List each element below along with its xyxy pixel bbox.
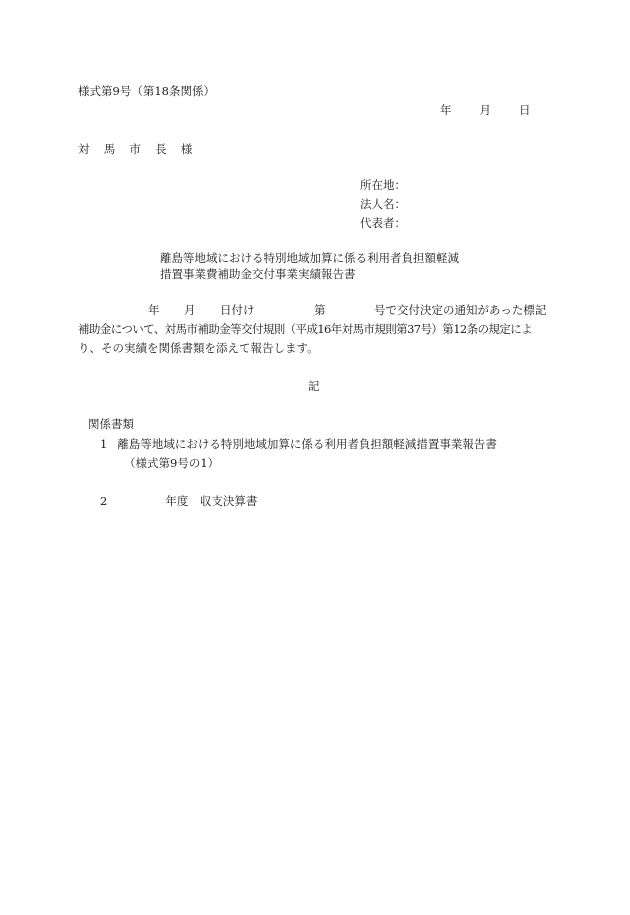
corporation-name-label: 法人名： — [360, 197, 406, 211]
body-line-1 — [78, 303, 552, 322]
body-line-1-rest: 号で交付決定の通知があった標記 — [374, 303, 547, 317]
ki-heading: 記 — [308, 379, 320, 393]
body-line-3: り、その実績を関係書類を添えて報告します。 — [78, 341, 319, 355]
body-number-prefix: 第 — [314, 303, 326, 317]
related-item-2 — [100, 494, 257, 508]
body-paragraph — [78, 303, 552, 360]
related-item-1-sub: （様式第9号の1） — [124, 456, 220, 470]
title-line-1: 離島等地域における特別地域加算に係る利用者負担額軽減 — [160, 251, 459, 265]
body-year-label: 年 — [148, 303, 160, 317]
date-day-label: 日 — [519, 103, 531, 117]
item-text: 年度 収支決算書 — [165, 494, 258, 508]
addressee-char: 馬 — [103, 142, 116, 156]
representative-label: 代表者： — [360, 216, 406, 230]
location-label: 所在地： — [360, 178, 406, 192]
report-title — [160, 251, 459, 283]
item-number: 1 — [100, 437, 108, 451]
body-line-2: 補助金について、対馬市補助金等交付規則（平成16年対馬市規則第37号）第12条の規定によ — [78, 322, 533, 336]
addressee-char: 長 — [155, 142, 167, 156]
date-line — [440, 103, 531, 117]
addressee-char: 様 — [180, 142, 193, 156]
date-month-label: 月 — [479, 103, 491, 117]
related-item-1 — [100, 437, 497, 451]
addressee — [78, 142, 193, 156]
body-dated-label: 日付け — [220, 303, 255, 317]
applicant-block — [360, 178, 406, 235]
related-docs-heading: 関係書類 — [88, 417, 134, 431]
item-number: 2 — [100, 494, 108, 508]
date-year-label: 年 — [440, 103, 452, 117]
form-number: 様式第9号（第18条関係） — [78, 84, 215, 98]
item-text: 離島等地域における特別地域加算に係る利用者負担額軽減措置事業報告書 — [117, 437, 497, 451]
title-line-2: 措置事業費補助金交付事業実績報告書 — [160, 267, 356, 281]
addressee-char: 対 — [78, 142, 90, 156]
body-month-label: 月 — [184, 303, 196, 317]
addressee-char: 市 — [129, 142, 142, 156]
